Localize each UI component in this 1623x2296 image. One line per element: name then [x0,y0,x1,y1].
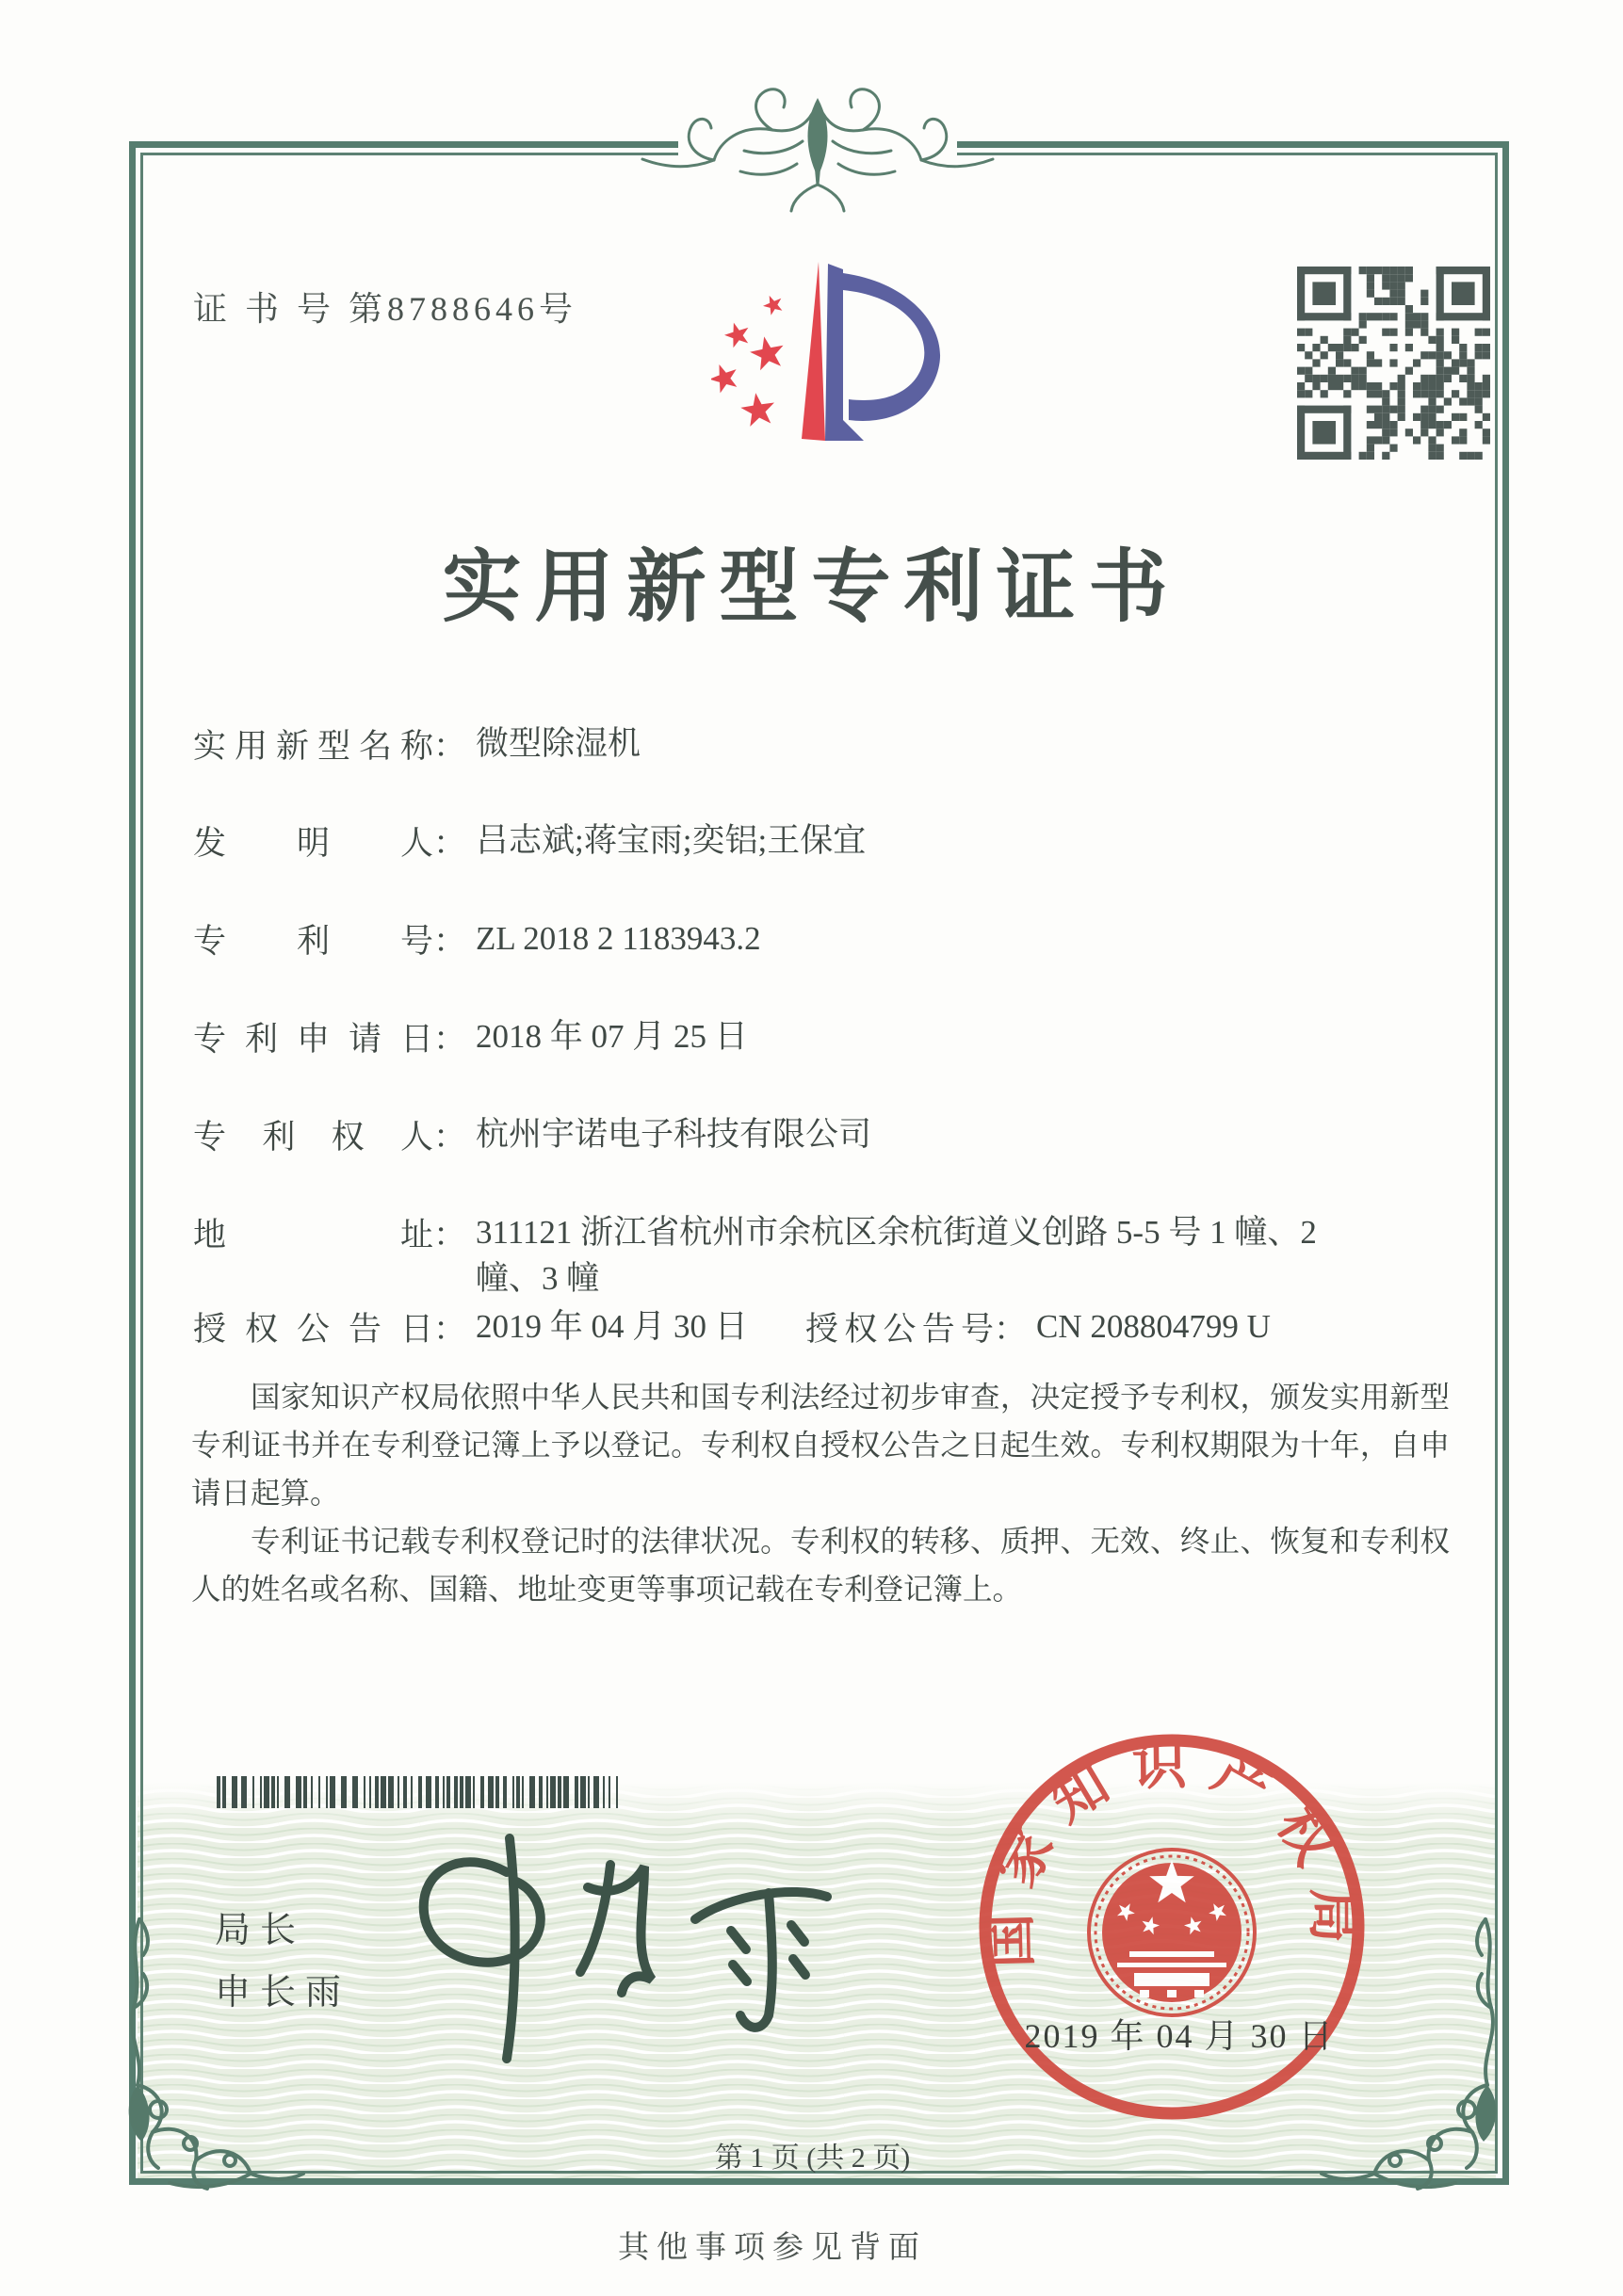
certificate-number: 证 书 号 第8788646号 [193,290,578,328]
field-row-filing-date [193,1013,1446,1060]
legal-body [191,1373,1450,1613]
logo-red-spike [802,262,825,441]
body-paragraph: 专利证书记载专利权登记时的法律状况。专利权的转移、质押、无效、终止、恢复和专利权人的姓名或名称、国籍、地址变更等事项记载在专利登记簿上。 [191,1525,1450,1606]
field-row-name [193,720,1446,768]
qr-code [1297,267,1490,460]
field-label: 发明人： [193,825,467,862]
field-label: 授权公告号： [805,1311,1028,1348]
field-row-address [193,1209,1446,1302]
field-row-grant [193,1303,1446,1350]
cnipa-logo [711,241,947,471]
field-label: 专利权人： [193,1119,467,1156]
field-value: ZL 2018 2 1183943.2 [476,920,761,957]
body-paragraph: 国家知识产权局依照中华人民共和国专利法经过初步审查，决定授予专利权，颁发实用新型专利证书并在专利登记簿上予以登记。专利权自授权公告之日起生效。专利权期限为十年，自申请日起算。 [191,1381,1450,1510]
field-label: 地址： [193,1217,467,1253]
page-number: 第 1 页 (共 2 页) [714,2142,911,2174]
seal-text: 国家知识产权局 [979,1734,1365,1969]
director-title: 局长 [215,1911,306,1950]
director-signature [396,1829,867,2069]
director-name: 申长雨 [215,1973,351,2013]
field-label: 专利号： [193,923,467,960]
certificate-title: 实用新型专利证书 [442,544,1181,632]
back-note: 其他事项参见背面 [618,2231,927,2265]
field-value: 杭州宇诺电子科技有限公司 [476,1116,872,1153]
field-value: 311121 浙江省杭州市余杭区余杭街道义创路 5-5 号 1 幢、2 幢、3 幢 [476,1214,1317,1297]
field-value: 2019 年 04 月 30 日 [476,1308,748,1345]
field-row-inventors [193,817,1446,865]
field-value: CN 208804799 U [1036,1308,1271,1345]
field-value: 2018 年 07 月 25 日 [476,1018,748,1055]
logo-blue-p-bowl [843,273,940,421]
field-row-patent-number [193,915,1446,962]
field-row-patentee [193,1111,1446,1158]
logo-blue-tail [843,420,864,441]
field-label: 专利申请日： [193,1021,467,1058]
field-grant-number [805,1303,1271,1350]
seal-grant-date: 2019 年 04 月 30 日 [1024,2017,1335,2055]
logo-blue-bar [825,264,843,441]
field-label: 授权公告日： [193,1311,467,1348]
field-value: 微型除湿机 [476,725,641,762]
barcode [217,1776,626,1808]
field-value: 吕志斌;蒋宝雨;奕铝;王保宜 [476,822,867,859]
seal-national-emblem [1089,1850,1255,2015]
field-label: 实用新型名称： [193,728,467,765]
top-flourish-ornament [639,66,997,217]
official-seal [972,1727,1371,2126]
